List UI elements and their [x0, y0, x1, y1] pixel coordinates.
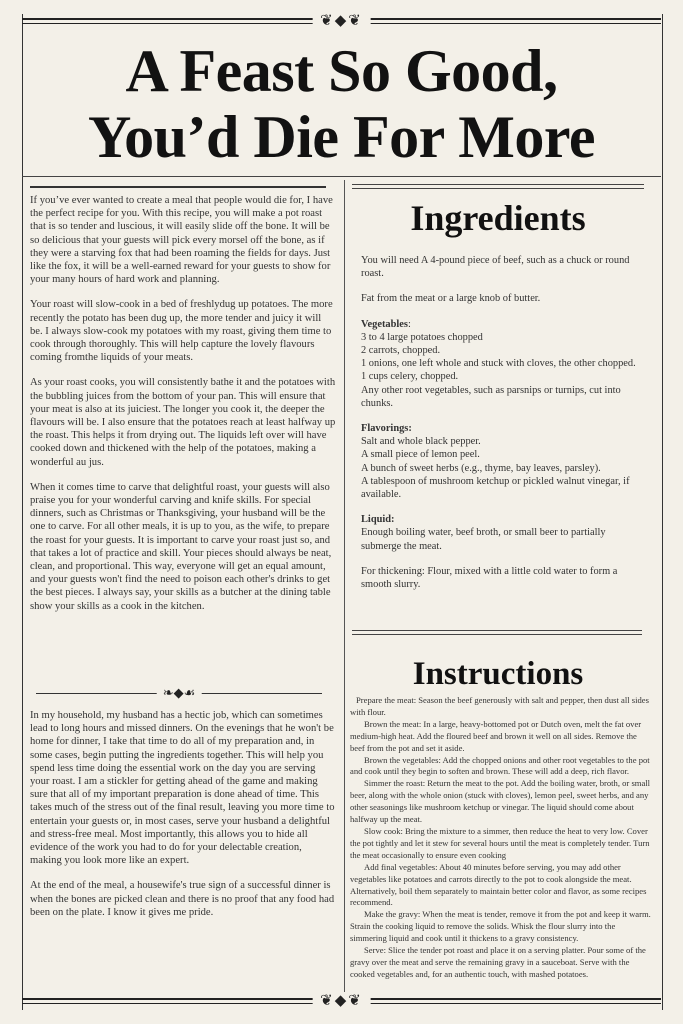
essay-paragraph: When it comes time to carve that delightful roast, your guests will also praise you for your wonderful carving and knife skills. For special dinners, such as Christmas or Thanksgiving, your husband will be the one to carve. For all other meals, it is up to you, as the wife, to prepare the roast for your guests. It is important to carve your roast just so, and that takes a lot of practice and skill. Your pieces should always be neat, clean, and proportional. This way, everyone will get an equal amount, and your guests won't find the need to poison each other's drinks to get the best pieces. I always say, your skills as a butcher at the dining table show your skills as a cook in the kitchen.: [30, 481, 332, 612]
instruction-step: Make the gravy: When the meat is tender, remove it from the pot and keep it warm. Strain the cooking liquid to remove the solids. Whisk the flour slurry into the simmering liquid and cook until it thickens to a gravy consistency.: [350, 909, 651, 944]
label-colon: :: [407, 318, 411, 330]
top-rule: [22, 13, 661, 29]
ingredients-bottom-rule-2: [352, 634, 642, 635]
liquid-group: [361, 513, 641, 553]
title-line-1: A Feast So Good,: [125, 38, 558, 104]
vegetable-item: 1 onions, one left whole and stuck with cloves, the other chopped.: [361, 358, 636, 370]
flavoring-item: Salt and whole black pepper.: [361, 436, 481, 448]
essay-part-2: [30, 709, 336, 931]
ingredient-fat: Fat from the meat or a large knob of butter.: [361, 293, 541, 305]
thickening-item: For thickening: Flour, mixed with a little cold water to form a smooth slurry.: [361, 565, 618, 591]
page-title: [22, 38, 661, 170]
flourish-ornament-icon: ❧◆☙: [157, 686, 202, 699]
vegetables-label: Vegetables: [361, 318, 408, 330]
essay-paragraph: As your roast cooks, you will consistently bathe it and the potatoes with the bubbling juices from the bottom of your pan. This will ensure that your meat is also at its juiciest. The longer you cook it, the deeper the flavours will be. I also ensure that the potatoes reach at least halfway up the roast. This helps it from drying out. The liquids left over will have cooked down and thickened with the help of the potatoes, making a wonderful au jus.: [30, 377, 336, 468]
flavoring-item: A bunch of sweet herbs (e.g., thyme, bay leaves, parsley).: [361, 462, 601, 474]
instruction-step: Slow cook: Bring the mixture to a simmer, then reduce the heat to very low. Cover the pot tightly and let it stew for several hours until the meat is completely tender. Turn the meat occasionally to ensure even cooking: [350, 825, 650, 860]
flavorings-label: Flavorings:: [361, 423, 412, 435]
vegetable-item: 2 carrots, chopped.: [361, 345, 441, 357]
instructions-heading: Instructions: [412, 656, 584, 692]
instruction-step: Brown the meat: In a large, heavy-bottomed pot or Dutch oven, melt the fat over medium-high heat. Add the floured beef and brown it well on all sides. Remove the beef from the pot and set it aside.: [350, 718, 642, 753]
essay-paragraph: At the end of the meal, a housewife's true sign of a successful dinner is when the bones are picked clean and there is no proof that any food had been on the plate. I know it gives me pride.: [30, 880, 335, 918]
flavorings-group: [361, 422, 641, 501]
liquid-label: Liquid:: [361, 514, 395, 526]
top-ornament: ❦◆❦: [312, 14, 371, 28]
right-column-top-rule-2: [352, 188, 644, 189]
vegetable-item: 1 cups celery, chopped.: [361, 371, 459, 383]
bottom-ornament: ❦◆❦: [312, 994, 371, 1008]
ingredients-heading: Ingredients: [410, 198, 586, 238]
right-column-top-rule: [352, 184, 644, 185]
liquid-item: Enough boiling water, beef broth, or small beer to partially submerge the meat.: [361, 527, 606, 552]
essay-paragraph: Your roast will slow-cook in a bed of freshlydug up potatoes. The more recently the potato has been dug up, the more tender and juicy it will be. I always slow-cook my potatoes with my roast, giving them time to cook through thoroughly. This will help capture the lovely flavours coming fromthe liquids of your meats.: [30, 299, 333, 364]
ingredient-intro: You will need A 4-pound piece of beef, such as a chuck or round roast.: [361, 255, 630, 280]
flavoring-item: A tablespoon of mushroom ketchup or pickled walnut vinegar, if available.: [361, 475, 630, 501]
left-section-divider: [36, 685, 322, 700]
essay-paragraph: If you’ve ever wanted to create a meal that people would die for, I have the perfect recipe for you. With this recipe, you will make a pot roast that is so tender and luscious, it will easily slide off the bone. It will be so delicious that your guests will pick every morsel off the bone, as if they were a starving fox that had been roaming the fields for days. Just like the fox, it will be a well-earned reward for your guests to show for your many hours of hard work and planning.: [30, 195, 333, 286]
column-divider: [344, 180, 345, 992]
instructions-list: [350, 695, 652, 981]
ingredients-list: [361, 254, 641, 603]
flavoring-item: A small piece of lemon peel.: [361, 449, 480, 461]
essay-paragraph: In my household, my husband has a hectic job, which can sometimes lead to long hours and missed dinners. On the evenings that he won't be home for dinner, I take that time to do all of my preparation and, in some cases, begin putting the ingredients together. This will help you spend less time doing the essential work on the day you are serving your roast. I am a stickler for getting ahead of the game and making sure that all of my important preparation is done ahead of time. This takes much of the stress out of the final result, leaving you more time to entertain your guests or, in most cases, serve your husband a delightful and stress-free meal. Most importantly, this allows you to hide all evidence of the work you had to do for your delectable creation, making you look more like an expert.: [30, 710, 335, 867]
instruction-step: Serve: Slice the tender pot roast and place it on a serving platter. Pour some of the gravy over the meat and serve the remaining gravy in a sauceboat. Serve with the cooked vegetables and, for an authentic touch, with mashed potatoes.: [350, 945, 646, 979]
vegetable-item: Any other root vegetables, such as parsnips or turnips, cut into chunks.: [361, 384, 621, 409]
vegetables-group: [361, 318, 641, 410]
instruction-step: Add final vegetables: About 40 minutes before serving, you may add other vegetables like potatoes and carrots directly to the pot to cook alongside the meat. Alternatively, boil them separately to maintain better color and flavor, as some recipes recommend.: [350, 861, 647, 908]
bottom-rule: [22, 993, 661, 1009]
left-column-top-rule: [30, 186, 326, 188]
instruction-step: Brown the vegetables: Add the chopped onions and other root vegetables to the pot and cook until they begin to soften and brown. These will add a deep, rich flavor.: [350, 754, 650, 777]
instruction-step: Prepare the meat: Season the beef generously with salt and pepper, then dust all sides with flour.: [350, 695, 649, 717]
title-line-2: You’d Die For More: [87, 104, 596, 170]
title-underline: [22, 176, 661, 177]
ingredients-bottom-rule: [352, 630, 642, 631]
essay-part-1: [30, 194, 336, 625]
instruction-step: Simmer the roast: Return the meat to the pot. Add the boiling water, broth, or small beer, along with the whole onion (stuck with cloves), lemon peel, sweet herbs, and any other seasonings like mushroom ketchup or vinegar. The liquid should come about halfway up the meat.: [350, 778, 651, 825]
vegetable-item: 3 to 4 large potatoes chopped: [361, 331, 483, 343]
